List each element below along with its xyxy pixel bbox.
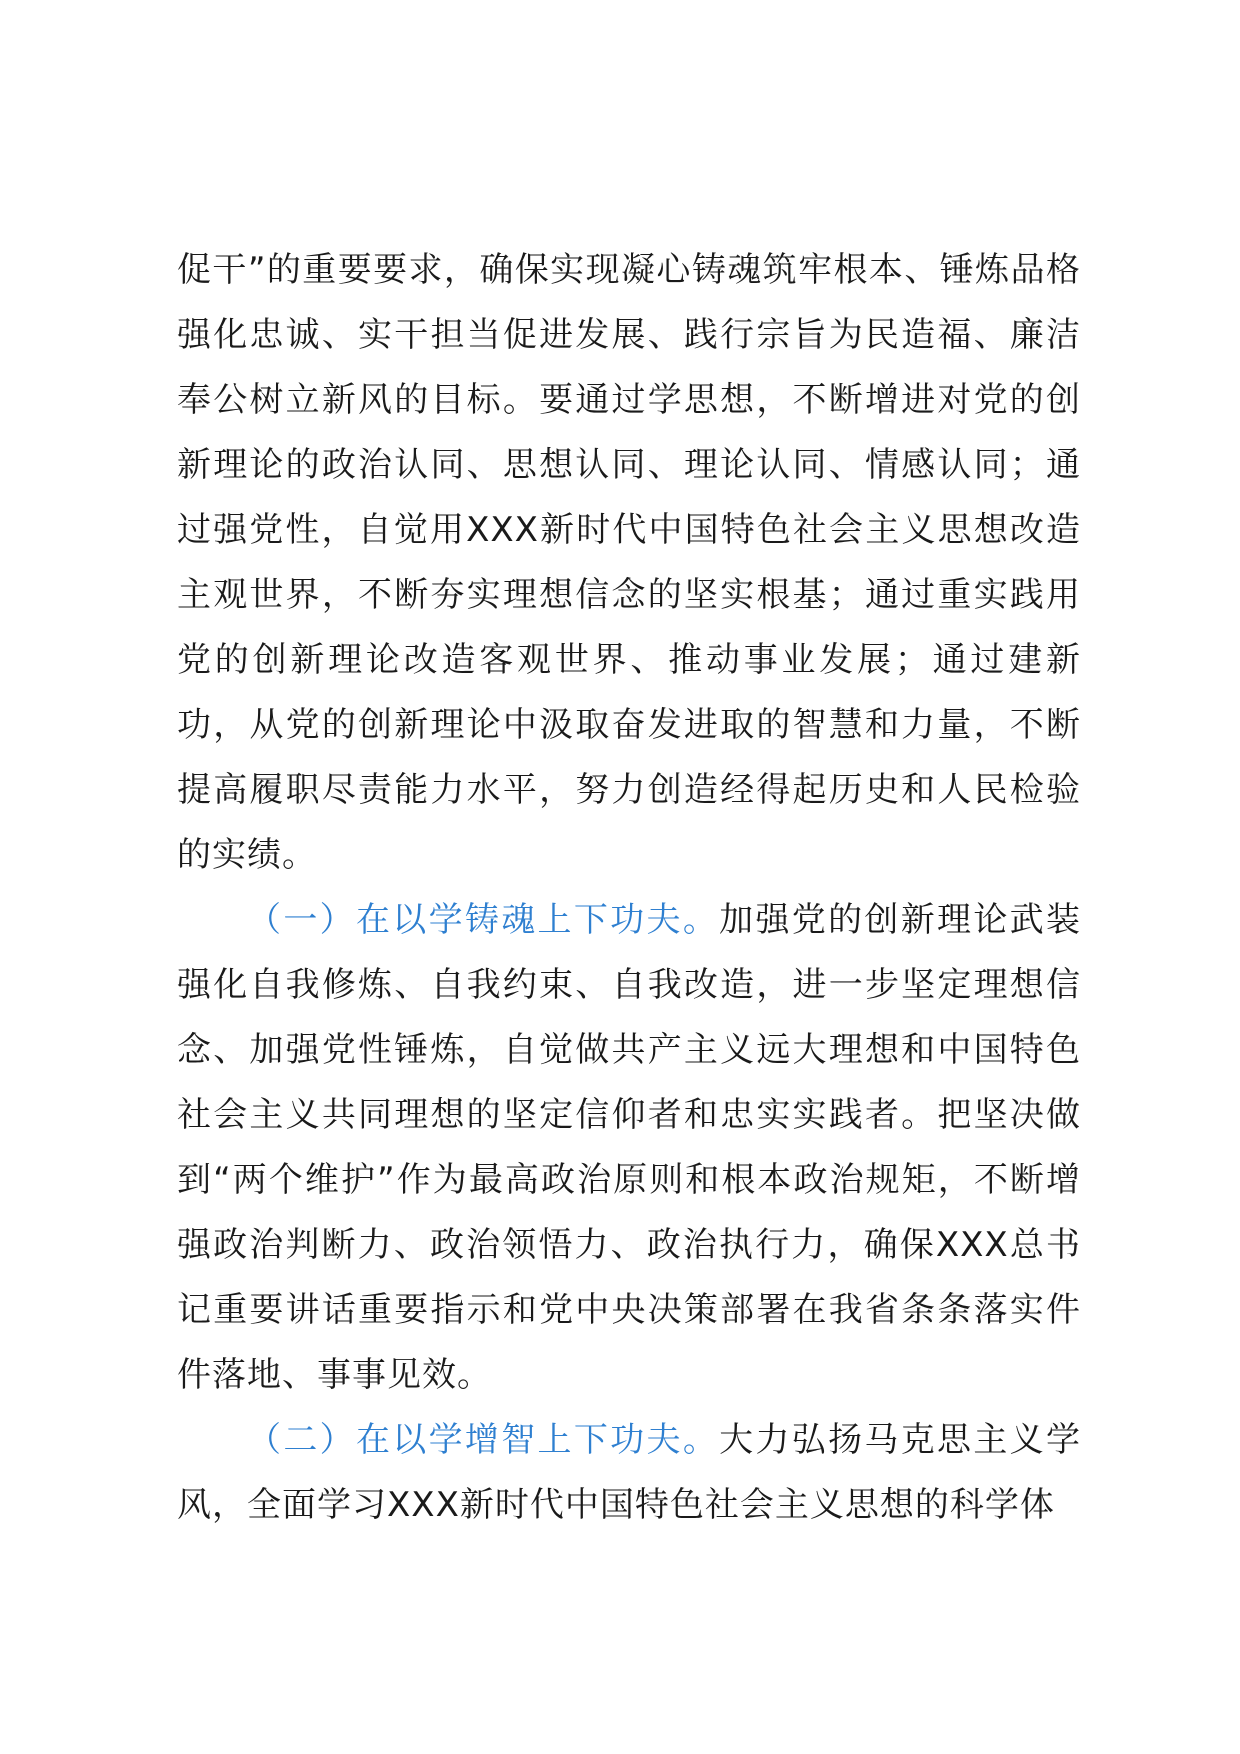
section-heading-one: （一）在以学铸魂上下功夫。: [247, 900, 720, 940]
paragraph-section-two: [177, 1408, 1081, 1538]
section-body-one: 加强党的创新理论武装强化自我修炼、自我约束、自我改造，进一步坚定理想信念、加强党性锤炼，自觉做共产主义远大理想和中国特色社会主义共同理想的坚定信仰者和忠实实践者。把坚决做到“两个维护”作为最高政治原则和根本政治规矩，不断增强政治判断力、政治领悟力、政治执行力，确保XXX总书记重要讲话重要指示和党中央决策部署在我省条条落实件件落地、事事见效。: [177, 900, 1082, 1395]
section-heading-two: （二）在以学增智上下功夫。: [247, 1420, 720, 1460]
paragraph-section-one: [177, 888, 1081, 1408]
section-body-two: 大力弘扬马克思主义学风，全面学习XXX新时代中国特色社会主义思想的科学体: [177, 1420, 1082, 1525]
paragraph-continuation: 促干”的重要要求，确保实现凝心铸魂筑牢根本、锤炼品格强化忠诚、实干担当促进发展、践行宗旨为民造福、廉洁奉公树立新风的目标。要通过学思想，不断增进对党的创新理论的政治认同、思想认同、理论认同、情感认同；通过强党性，自觉用XXX新时代中国特色社会主义思想改造主观世界，不断夯实理想信念的坚实根基；通过重实践用党的创新理论改造客观世界、推动事业发展；通过建新功，从党的创新理论中汲取奋发进取的智慧和力量，不断提高履职尽责能力水平，努力创造经得起历史和人民检验的实绩。: [177, 250, 1081, 875]
document-body: [177, 238, 1081, 1538]
